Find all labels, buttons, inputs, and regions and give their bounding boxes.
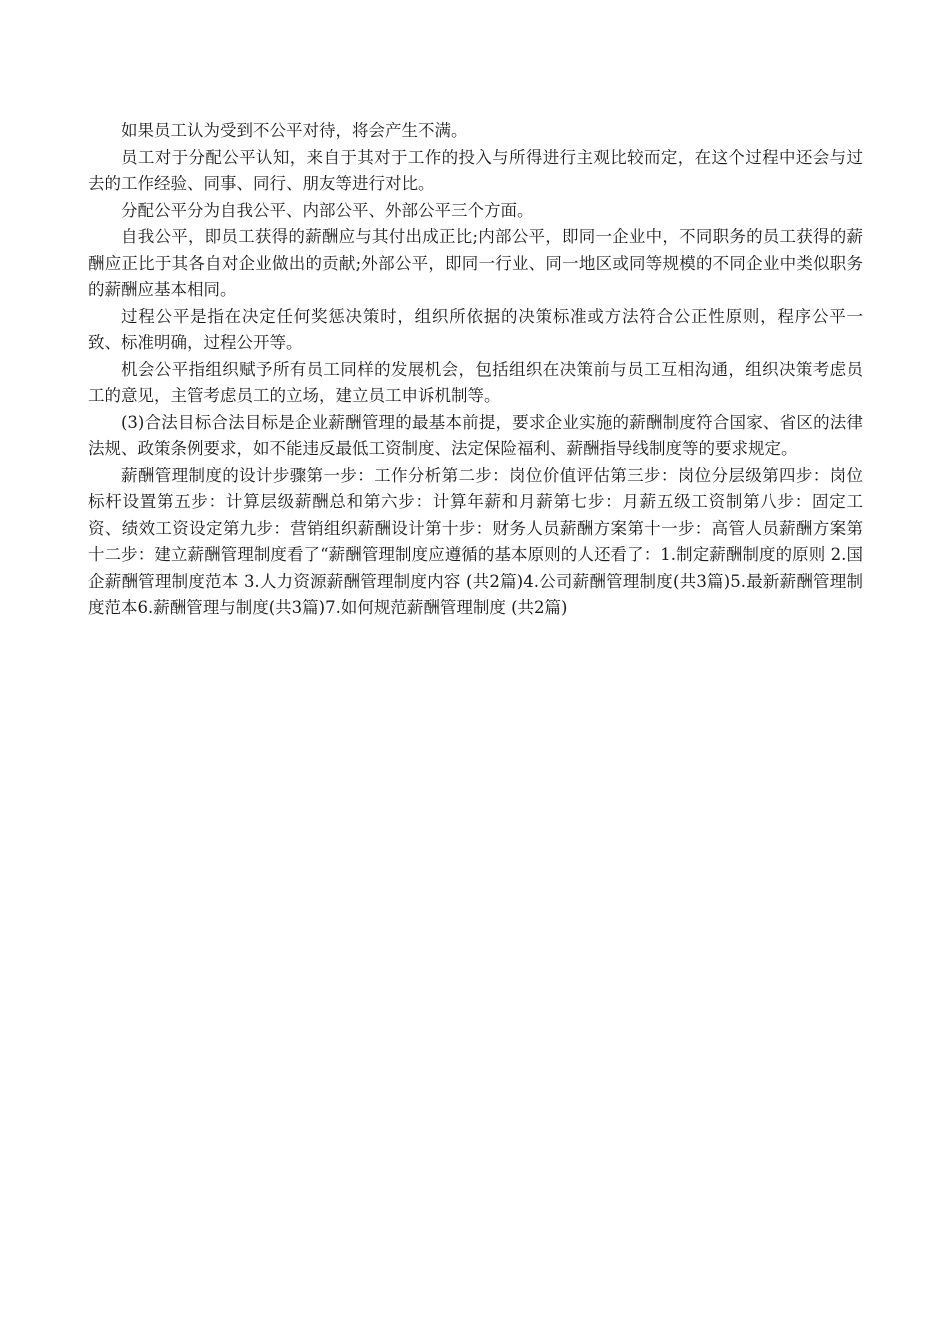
paragraph: 如果员工认为受到不公平对待，将会产生不满。 <box>121 121 468 140</box>
document-body <box>88 118 863 622</box>
paragraph: (3)合法目标合法目标是企业薪酬管理的最基本前提，要求企业实施的薪酬制度符合国家、省区的法律法规、政策条例要求，如不能违反最低工资制度、法定保险福利、薪酬指导线制度等的要求规定。 <box>88 412 863 458</box>
paragraph: 过程公平是指在决定任何奖惩决策时，组织所依据的决策标准或方法符合公正性原则，程序公平一致、标准明确，过程公开等。 <box>88 306 863 352</box>
paragraph: 自我公平，即员工获得的薪酬应与其付出成正比;内部公平，即同一企业中，不同职务的员工获得的薪酬应正比于其各自对企业做出的贡献;外部公平，即同一行业、同一地区或同等规模的不同企业中类似职务的薪酬应基本相同。 <box>88 227 863 299</box>
paragraph: 员工对于分配公平认知，来自于其对于工作的投入与所得进行主观比较而定，在这个过程中还会与过去的工作经验、同事、同行、朋友等进行对比。 <box>88 147 863 193</box>
paragraph: 薪酬管理制度的设计步骤第一步：工作分析第二步：岗位价值评估第三步：岗位分层级第四步：岗位标杆设置第五步：计算层级薪酬总和第六步：计算年薪和月薪第七步：月薪五级工资制第八步：固定工资、绩效工资设定第九步：营销组织薪酬设计第十步：财务人员薪酬方案第十一步：高管人员薪酬方案第十二步：建立薪酬管理制度看了“薪酬管理制度应遵循的基本原则的人还看了：1.制定薪酬制度的原则 2.国企薪酬管理制度范本 3.人力资源薪酬管理制度内容 (共2篇)4.公司薪酬管理制度(共3篇)5.最新薪酬管理制度范本6.薪酬管理与制度(共3篇)7.如何规范薪酬管理制度 (共2篇) <box>88 465 863 617</box>
paragraph: 分配公平分为自我公平、内部公平、外部公平三个方面。 <box>121 200 534 220</box>
paragraph: 机会公平指组织赋予所有员工同样的发展机会，包括组织在决策前与员工互相沟通，组织决策考虑员工的意见，主管考虑员工的立场，建立员工申诉机制等。 <box>88 359 863 405</box>
